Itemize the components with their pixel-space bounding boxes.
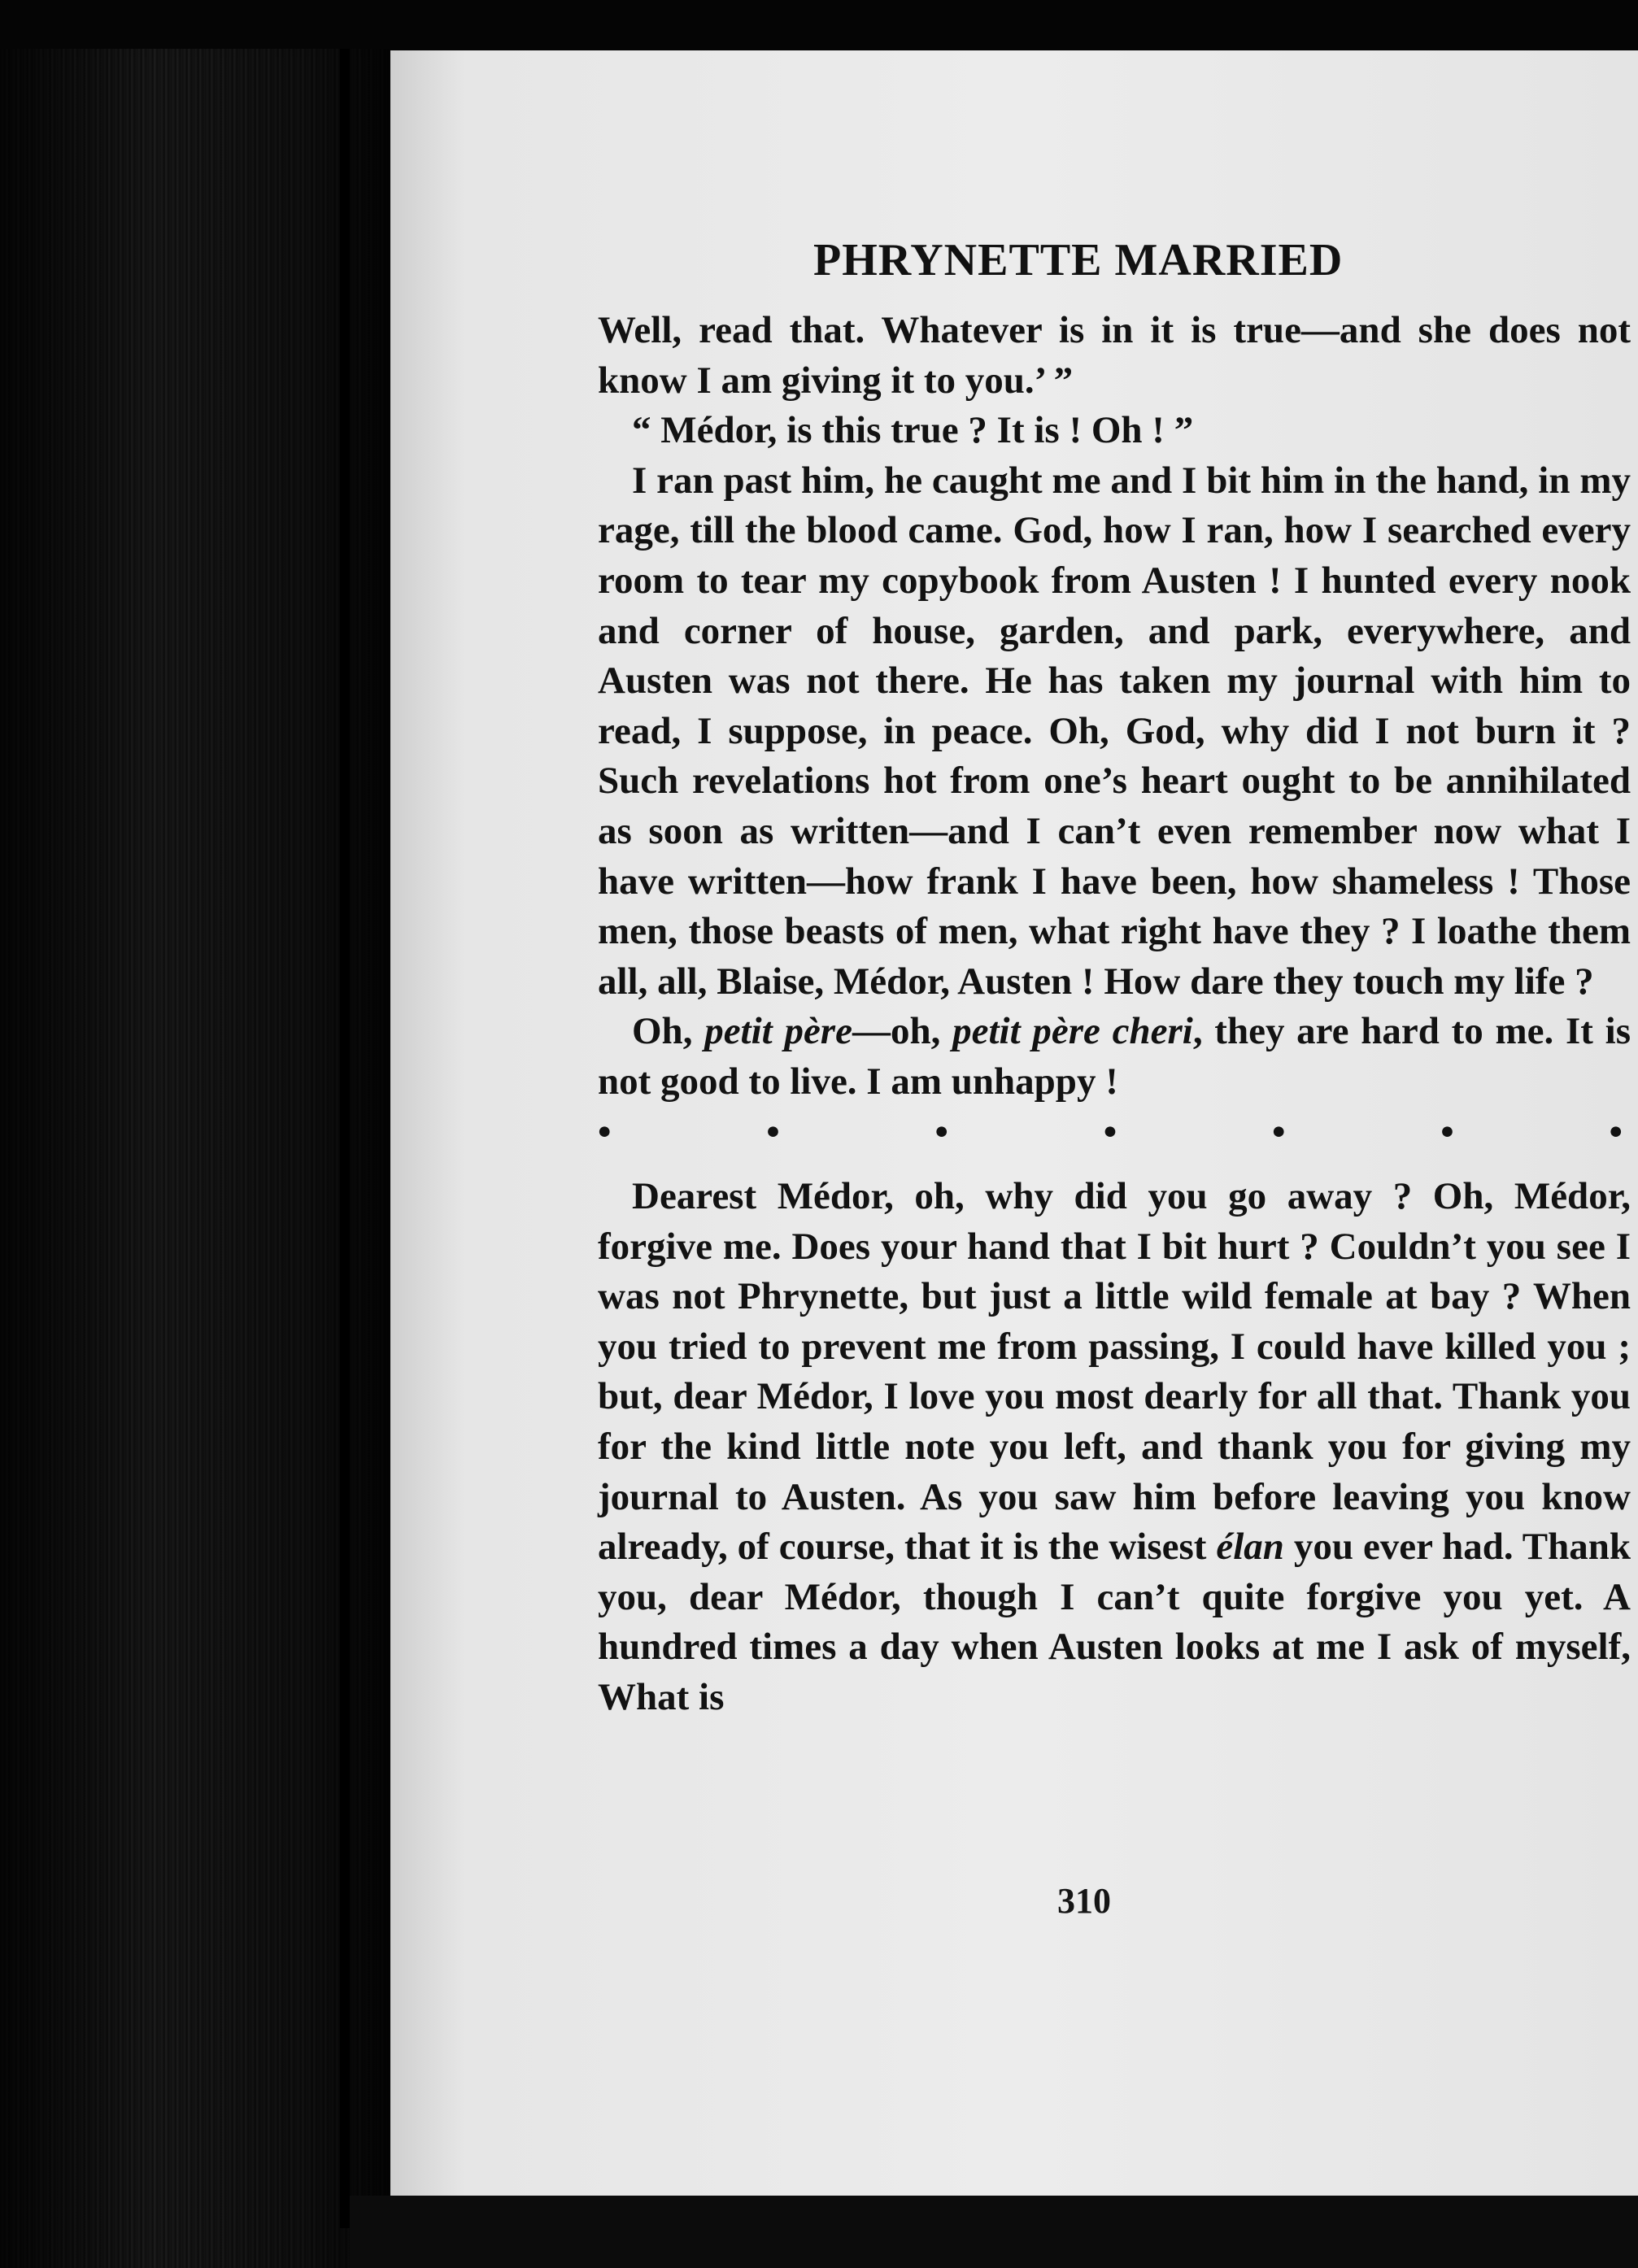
dot: •: [1272, 1110, 1286, 1153]
paragraph-1: Well, read that. Whatever is in it is true—and she does not know I am giving it to you.’ ”: [598, 309, 1631, 402]
dot: •: [1609, 1110, 1623, 1153]
paragraph-2: “ Médor, is this true ? It is ! Oh ! ”: [632, 409, 1194, 452]
paragraph-5-italic: élan: [1216, 1526, 1284, 1569]
paragraph-4-text-c: , they are hard to me. It is not good to live. I am unhappy !: [598, 1010, 1631, 1103]
dot: •: [934, 1110, 948, 1153]
book-gutter: [340, 49, 350, 2228]
paragraph-5: [598, 1172, 1631, 1723]
dot: •: [1103, 1110, 1117, 1153]
paragraph-4-italic-2: petit père cheri: [952, 1010, 1193, 1053]
paragraph-5-text-b: you ever had. Thank you, dear Médor, though I can’t quite forgive you yet. A hundred times a day when Austen looks at me I ask of myself, What is: [598, 1526, 1631, 1719]
body-text: [598, 306, 1631, 1723]
paragraph-4-italic-1: petit père: [704, 1010, 852, 1053]
dot: •: [1440, 1110, 1454, 1153]
running-head: PHRYNETTE MARRIED: [813, 235, 1344, 285]
paragraph-5-text-a: Dearest Médor, oh, why did you go away ? Oh, Médor, forgive me. Does your hand that I bit hurt ? Couldn’t you see I was not Phrynette, but just a little wild female at bay ? When you tried to prevent me from passing, I could have killed you ; but, dear Médor, I love you most dearly for all that. Thank you for the kind little note you left, and thank you for giving my journal to Austen. As you saw him before leaving you know already, of course, that it is the wisest: [598, 1175, 1631, 1569]
paragraph-4-text-b: —oh,: [852, 1010, 953, 1053]
section-break-dots: [598, 1108, 1631, 1158]
dot: •: [598, 1110, 612, 1153]
section-gap: [598, 1157, 1631, 1172]
paragraph-3: I ran past him, he caught me and I bit him in the hand, in my rage, till the blood came. God, how I ran, how I searched every room to tear my copybook from Austen ! I hunted every nook and corner of house, garden, and park, everywhere, and Austen was not there. He has taken my journal with him to read, I suppose, in peace. Oh, God, why did I not burn it ? Such revelations hot from one’s heart ought to be annihilated as soon as written—and I can’t even remember now what I have written—how frank I have been, how shameless ! Those men, those beasts of men, what right have they ? I loathe them all, all, Blaise, Médor, Austen ! How dare they touch my life ?: [598, 459, 1631, 1003]
paragraph-4: [598, 1007, 1631, 1107]
dot: •: [766, 1110, 780, 1153]
scan-bottom-border: [350, 2196, 1638, 2268]
book-edge-shadow: [0, 49, 390, 2268]
paragraph-4-text-a: Oh,: [632, 1010, 705, 1053]
page-number: 310: [1057, 1881, 1111, 1921]
